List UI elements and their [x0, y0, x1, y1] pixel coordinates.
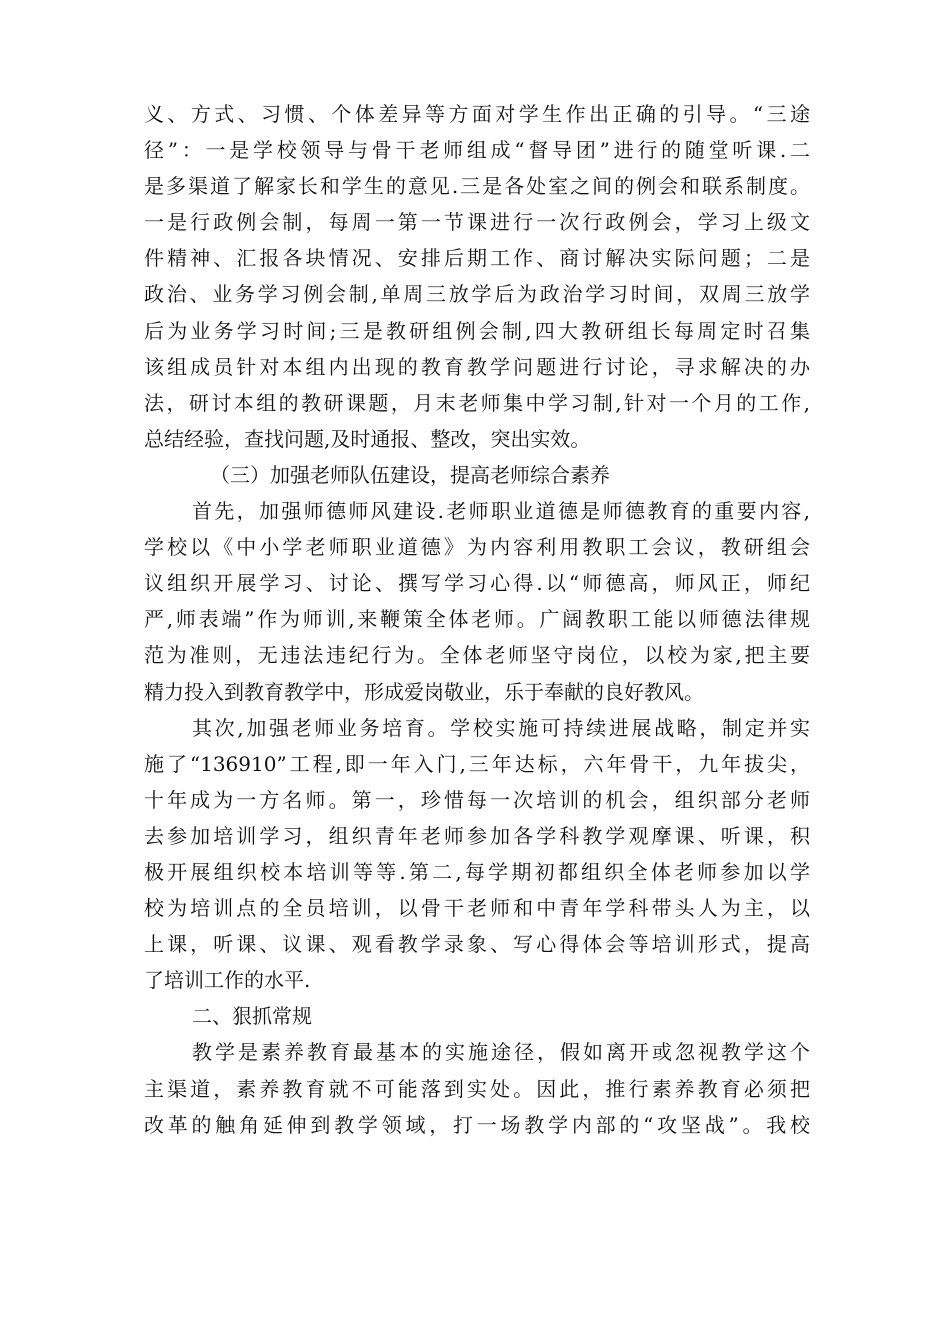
text-line: 该组成员针对本组内出现的教育教学问题进行讨论，寻求解决的办	[144, 354, 810, 379]
text-line: 十年成为一方名师。第一，珍惜每一次培训的机会，组织部分老师	[144, 787, 810, 812]
text-line: 义、方式、习惯、个体差异等方面对学生作出正确的引导。“三途	[144, 102, 810, 126]
document-page	[144, 96, 810, 1143]
text-line: 极开展组织校本培训等等.第二,每学期初都组织全体老师参加以学	[144, 859, 810, 884]
section-heading: （三）加强老师队伍建设，提高老师综合素养	[210, 462, 610, 487]
text-line: 件精神、汇报各块情况、安排后期工作、商讨解决实际问题；二是	[144, 246, 810, 271]
text-line: 后为业务学习时间;三是教研组例会制,四大教研组长每周定时召集	[144, 318, 810, 343]
text-line: 政治、业务学习例会制,单周三放学后为政治学习时间，双周三放学	[144, 282, 810, 307]
section-heading: 二、狠抓常规	[192, 1004, 312, 1029]
text-line: 范为准则，无违法违纪行为。全体老师坚守岗位，以校为家,把主要	[144, 643, 810, 668]
text-line: 主渠道，素养教育就不可能落到实处。因此，推行素养教育必须把	[144, 1076, 810, 1101]
text-line: 改革的触角延伸到教学领域，打一场教学内部的“攻坚战”。我校	[144, 1112, 810, 1137]
text-line: 径”：一是学校领导与骨干老师组成“督导团”进行的随堂听课.二	[144, 138, 810, 163]
text-line: 了培训工作的水平.	[144, 968, 311, 993]
text-line: 去参加培训学习，组织青年老师参加各学科教学观摩课、听课，积	[144, 823, 810, 848]
text-line: 议组织开展学习、讨论、撰写学习心得.以“师德高，师风正，师纪	[144, 571, 810, 596]
text-line: 上课，听课、议课、观看教学录象、写心得体会等培训形式，提高	[144, 932, 810, 957]
text-line: 法，研讨本组的教研课题，月末老师集中学习制,针对一个月的工作,	[144, 390, 810, 415]
text-line: 首先，加强师德师风建设.老师职业道德是师德教育的重要内容,	[192, 499, 810, 524]
text-line: 一是行政例会制，每周一第一节课进行一次行政例会，学习上级文	[144, 210, 810, 235]
text-line: 其次,加强老师业务培育。学校实施可持续进展战略，制定并实	[192, 715, 810, 740]
text-line: 教学是素养教育最基本的实施途径，假如离开或忽视教学这个	[192, 1040, 810, 1065]
text-line: 施了“136910”工程,即一年入门,三年达标，六年骨干，九年拔尖，	[144, 751, 810, 776]
text-line: 校为培训点的全员培训，以骨干老师和中青年学科带头人为主，以	[144, 896, 810, 921]
text-line: 学校以《中小学老师职业道德》为内容利用教职工会议，教研组会	[144, 535, 810, 560]
text-line: 是多渠道了解家长和学生的意见.三是各处室之间的例会和联系制度。	[144, 174, 810, 199]
text-line: 严,师表端”作为师训,来鞭策全体老师。广阔教职工能以师德法律规	[144, 607, 810, 632]
text-line: 总结经验，查找问题,及时通报、整改，突出实效。	[144, 426, 591, 451]
text-line: 精力投入到教育教学中，形成爱岗敬业，乐于奉献的良好教风。	[144, 679, 704, 704]
